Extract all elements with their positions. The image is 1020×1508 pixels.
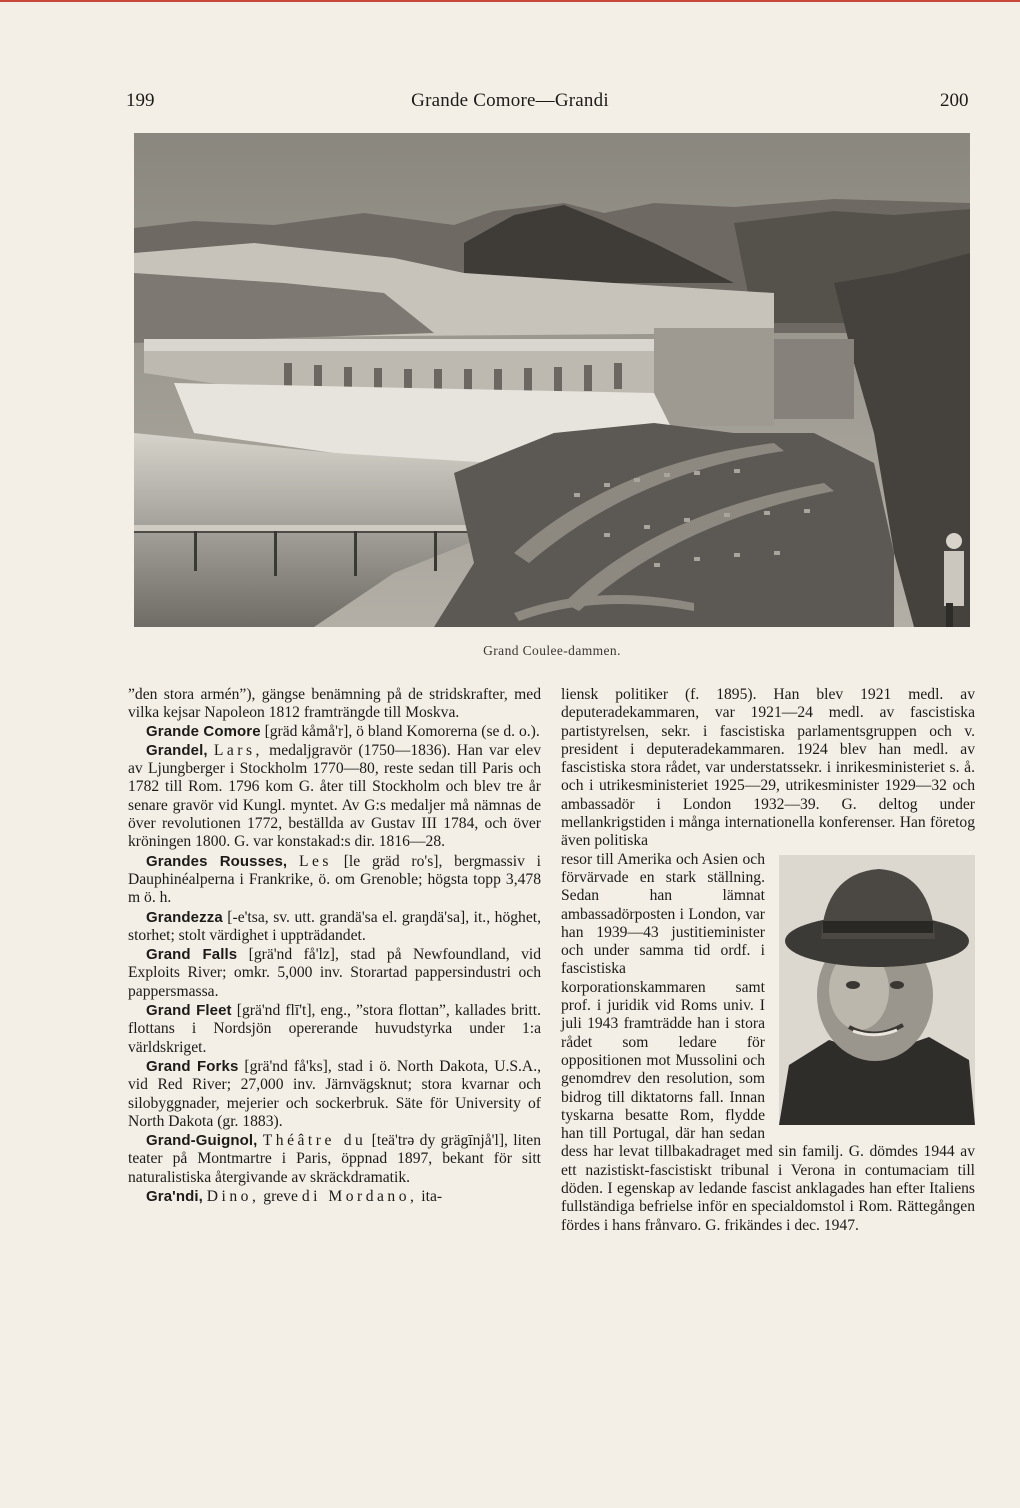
continuation-text: ”den stora armén”), gängse benämning på de stridskrafter, med vilka kejsar Napoleon 1812 framträngde till Moskva. [128, 686, 541, 722]
right-column [561, 686, 975, 1235]
entry-text: [-e'tsa, sv. utt. grandä'sa el. graŋdä'sa], it., höghet, storhet; stolt värdighet i uppträdandet. [128, 908, 541, 944]
entry-grande-comore [128, 723, 541, 741]
entry-text: [teä'trə dy grägīnjå'l], liten teater på Montmartre i Paris, öppnad 1897, bekant för sitt naturalistiska återgivande av skräckdramatik. [128, 1132, 541, 1186]
left-column [128, 686, 541, 1206]
grandi-portrait [779, 855, 975, 1125]
headword: Grand Fleet [146, 1002, 232, 1020]
headword: Grand Forks [146, 1057, 239, 1075]
entry-grandezza [128, 909, 541, 946]
entry-text: medaljgravör (1750—1836). Han var elev av Ljungberger i Stockholm 1770—80, reste sedan till Paris och 1782 till Rom. 1796 kom G. åter till Stockholm och blev tre år senare gravör vid Kungl. myntet. Av G:s medaljer må nämnas de över revolutionen 1772, beställda av Gustav III 1784, och över kröningen 1800. G. var konstakad:s dir. 1816—28. [128, 741, 541, 851]
grandi-text-wrap: resor till Amerika och Asien och förvärvade en stark ställning. Sedan han lämnat ambassadörposten i London, var han 1939—43 justitieminister och under samma tid ordf. i fascistiska korporationskammaren samt prof. i juridik vid Roms univ. I juli 1943 framträdde han i stora rådet som ledare för oppositionen mot Mussolini och genomdrev den resolution, som bidrog till diktatorns fall. Innan tyskarna besatte Rom, flydde han till Portugal, där han sedan dess har levat tillbakadraget med sin familj. G. dömdes 1944 av ett nazistiskt-fascistiskt tribunal i Verona in contumaciam till döden. I egenskap av ledande fascist anklagades han efter Italiens fullständiga befrielse inför en specialdomstol i Rom. Rättegången fördes i hans frånvaro. G. frikändes i dec. 1947. [561, 850, 975, 1234]
entry-grandel [128, 742, 541, 852]
entry-grand-fleet [128, 1002, 541, 1057]
spaced-name: Théâtre du [262, 1132, 367, 1150]
entry-text: [grä'nd flī't], eng., ”stora flottan”, kallades britt. flottans i Nordsjön opererande huvudstyrka under 1:a världskriget. [128, 1002, 541, 1056]
entry-text: [grä'nd få'ks], stad i ö. North Dakota, U.S.A., vid Red River; 27,000 inv. Järnvägsknut; stora kvarnar och silobyggnader, mejerier och sockerbruk. Säte för University of North Dakota (gr. 1883). [128, 1057, 541, 1130]
entry-text: [grä'nd få'lz], stad på Newfoundland, vid Exploits River; omkr. 5,000 inv. Storartad pappersindustri och pappersmassa. [128, 946, 542, 1000]
running-header: Grande Comore—Grandi [411, 90, 609, 111]
entry-text: [gräd kåmå'r], ö bland Komorerna (se d. o.). [260, 722, 540, 740]
grandi-text-top: liensk politiker (f. 1895). Han blev 1921 medl. av deputeradekammaren, var 1921—24 medl. av fascistiska partistyrelsen, sekr. i fascistiska parlamentsgruppen och v. president i deputeradekammaren. 1924 blev han medl. av fascistiska stora rådet, var understatssekr. i inrikesministeriet s. å. och i utrikesministeriet 1925—29, utrikesminister 1929—32 och ambassadör i London 1932—39. G. deltog under mellankrigstiden i många internationella konferenser. Han företog även politiska [561, 686, 975, 850]
page-number-right: 200 [940, 90, 969, 111]
figure-caption: Grand Coulee-dammen. [483, 643, 621, 658]
spaced-name: Lars, [213, 741, 263, 759]
headword: Grand Falls [146, 946, 238, 964]
entry-grand-forks [128, 1058, 541, 1131]
headword: Grandezza [146, 908, 223, 926]
entry-grandi [128, 1188, 541, 1206]
entry-grand-falls [128, 946, 541, 1001]
entry-grand-guignol [128, 1132, 541, 1187]
headword: Grandes Rousses, [146, 852, 288, 870]
entry-text: [le gräd ro's], bergmassiv i Dauphinéalperna i Frankrike, ö. om Grenoble; högsta topp 3,478 m ö. h. [128, 852, 541, 907]
page-edge [0, 0, 1020, 2]
entry-text: greve [259, 1188, 302, 1206]
dam-photograph [134, 133, 970, 627]
spaced-name: di Mordano, [301, 1188, 418, 1206]
headword: Grande Comore [146, 722, 261, 740]
headword: Gra'ndi, [146, 1188, 203, 1206]
headword: Grandel, [146, 741, 208, 759]
spaced-name: Les [298, 852, 332, 870]
spaced-name: Dino, [206, 1188, 260, 1206]
entry-grandes-rousses [128, 853, 541, 908]
entry-text: ita- [417, 1188, 443, 1206]
headword: Grand-Guignol, [146, 1132, 258, 1150]
page-number-left: 199 [126, 90, 155, 111]
